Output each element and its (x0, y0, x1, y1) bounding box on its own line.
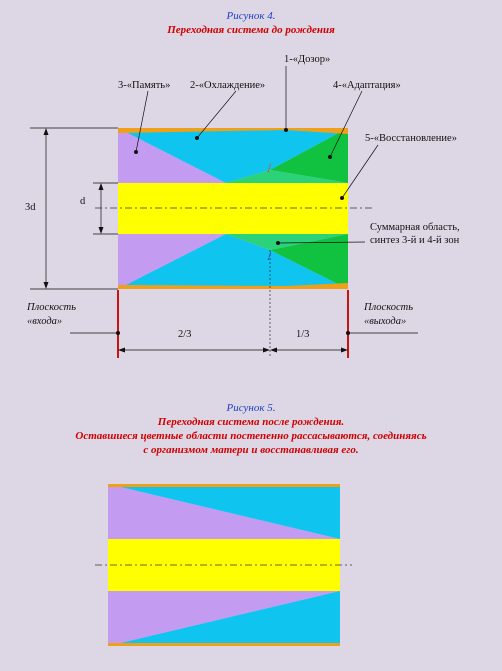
figure4-caption: Рисунок 4. (226, 10, 276, 22)
label-cooling: 2-«Охлаждение» (190, 80, 266, 91)
figure4-title: Переходная система до рождения (167, 24, 335, 36)
label-dozor: 1-«Дозор» (284, 54, 331, 65)
leader-restoration-dot (340, 196, 344, 200)
label-entry-plane-line1: Плоскость (27, 302, 76, 313)
dim-right-arrow-r (341, 348, 348, 353)
label-summary-line2: синтез 3-й и 4-й зон (370, 235, 460, 246)
label-exit-plane-line1: Плоскость (364, 302, 413, 313)
label-summary-line1: Суммарная область, (370, 222, 460, 233)
figure5-title-line1: Переходная система после рождения. (157, 416, 345, 428)
dim-d-arrow-down (99, 227, 104, 234)
label-adaptation: 4-«Адаптация» (333, 80, 401, 91)
leader-summary-dot (276, 241, 280, 245)
figure5-title-line3: с организмом матери и восстанавливая его. (143, 444, 359, 456)
fig5-dozor-top (108, 484, 340, 487)
fig5-dozor-bottom (108, 643, 340, 646)
label-memory: 3-«Память» (118, 80, 171, 91)
label-entry-plane-line2: «входа» (27, 316, 63, 327)
leader-cooling-dot (195, 136, 199, 140)
figure5-title-line2: Оставшиеся цветные области постепенно рассасываются, соединяясь (75, 430, 427, 442)
label-dim-d: d (80, 196, 86, 207)
label-frac-left: 2/3 (178, 329, 192, 340)
label-restoration: 5-«Восстановление» (365, 133, 457, 144)
core-zone (118, 183, 348, 234)
dim-d-arrow-up (99, 183, 104, 190)
figure4-diagram (30, 66, 418, 358)
dim-3d-arrow-up (44, 128, 49, 135)
dim-left-arrow-l (118, 348, 125, 353)
leader-dozor-dot (284, 128, 288, 132)
label-frac-right: 1/3 (296, 329, 310, 340)
dim-3d-arrow-down (44, 282, 49, 289)
leader-adaptation-dot (328, 155, 332, 159)
leader-memory-dot (134, 150, 138, 154)
label-exit-plane-line2: «выхода» (364, 316, 407, 327)
figure5-caption: Рисунок 5. (226, 402, 276, 414)
dim-right-arrow-l (270, 348, 277, 353)
figure5-diagram (95, 484, 352, 646)
dim-left-arrow-r (263, 348, 270, 353)
label-dim-3d: 3d (25, 202, 36, 213)
